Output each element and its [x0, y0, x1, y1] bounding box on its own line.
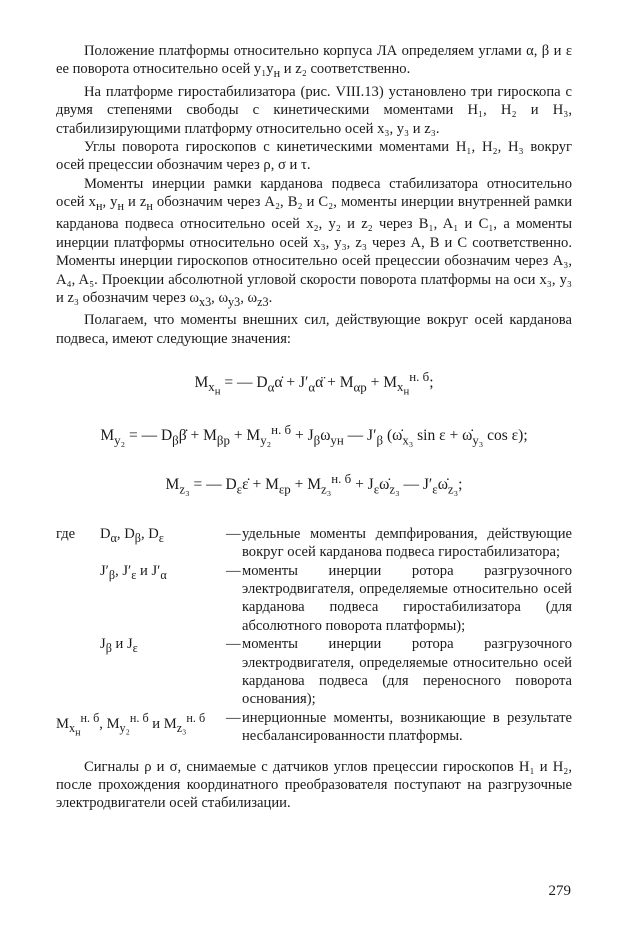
- definition-symbols: $J_\beta$ и $J_\varepsilon$: [100, 636, 138, 656]
- definition-text: моменты инерции ротора разгрузочного электродвигателя, определяемые относительно осей карданова подвеса (для переносного поворота основания);: [242, 636, 572, 708]
- paragraph: Положение платформы относительно корпуса ЛА определяем углами α, β и ε ее поворота относительно осей $y_1y_н$ и z₂ соответственно.: [56, 43, 572, 81]
- page-body: [56, 42, 572, 813]
- paragraph-closing: Сигналы ρ и σ, снимаемые с датчиков углов прецессии гироскопов H₁ и H₂, после прохождения координатного преобразователя поступают на разгрузочные электродвигатели осей стабилизации.: [56, 758, 572, 812]
- definition-text: инерционные моменты, возникающие в результате несбалансированности платформы.: [242, 709, 572, 745]
- dash: —: [226, 636, 241, 653]
- paragraph: Углы поворота гироскопов с кинетическими моментами H₁, H₂, H₃ вокруг осей прецессии обозначим через ρ, σ и τ.: [56, 138, 572, 174]
- definition-row: [56, 709, 572, 746]
- dash: —: [226, 709, 241, 726]
- where-label: где: [56, 525, 76, 542]
- formula-mz: $M_{z_3}$ = — $D_\varepsilon\varepsiloṅ + M_{\varepsilon p} + M_{z_3}^{н. б}$ + $J_\varepsilon\omegȧ_{z_3}$ — $J'_\varepsilon\omegȧ_{z_3}$;: [165, 471, 463, 497]
- definition-symbols: $J'_\beta$, $J'_\varepsilon$ и $J'_\alpha$: [100, 562, 167, 582]
- formula-mx: $M_{x_н}$ = — $D_\alpha\alphȧ$ + $J'_\alpha\alphä + M_{\alpha p} + M_{x_н}^{н. б}$;: [194, 369, 434, 399]
- definition-row: [56, 562, 572, 636]
- paragraph: Моменты инерции рамки карданова подвеса стабилизатора относительно осей $x_н$, $y_н$ и $z_н$ обозначим через A₂, B₂ и C₂, моменты инерции внутренней рамки карданова подвеса относительно осей x₂, y₂ и z₂ через B₁, A₁ и C₁, а моменты инерции платформы относительно осей x₃, y₃, z₃ через A, B и C соответственно. Моменты инерции гироскопов относительно осей прецессии обозначим через A₃, A₄, A₅. Проекции абсолютной угловой скорости поворота платформы на оси x₃, y₃ и z₃ обозначим через $\omega_{x3}$, $\omega_{y3}$, $\omega_{z3}$.: [56, 175, 572, 309]
- page-number: 279: [548, 883, 571, 899]
- definitions-table: [56, 525, 572, 746]
- definition-symbols: $D_\alpha$, $D_\beta$, $D_\varepsilon$: [100, 525, 164, 545]
- formula-my: $M_{y_2}$ = — $D_\beta\betȧ + M_{\beta p} + M_{y_2}^{н. б} + J_\beta\omega_{yн}$ — $J'_\beta$ ($\omegȧ_{x_3}$ $\sin \varepsilon + \omegȧ_{y_3}$ cos ε);: [100, 422, 528, 448]
- paragraph: Полагаем, что моменты внешних сил, действующие вокруг осей карданова подвеса, имеют следующие значения:: [56, 312, 572, 347]
- definition-row: [56, 635, 572, 709]
- dash: —: [226, 562, 241, 579]
- dash: —: [226, 525, 241, 542]
- definition-symbols: $M_{x_н}^{н. б}$, $M_{y_2}^{н. б}$ и $M_{z_3}^{н. б}$: [56, 710, 206, 739]
- definition-row: [56, 525, 572, 562]
- definition-text: удельные моменты демпфирования, действующие вокруг осей карданова подвеса гиростабилизатора;: [242, 525, 572, 561]
- paragraph: На платформе гиростабилизатора (рис. VIII.13) установлено три гироскопа с двумя степенями свободы с кинетическими моментами H₁, H₂ и H₃, стабилизирующими платформу относительно осей x₃, y₃ и z₃.: [56, 83, 572, 137]
- definition-text: моменты инерции ротора разгрузочного электродвигателя, определяемые относительно осей карданова подвеса гиростабилизатора (для абсолютного поворота платформы);: [242, 562, 572, 634]
